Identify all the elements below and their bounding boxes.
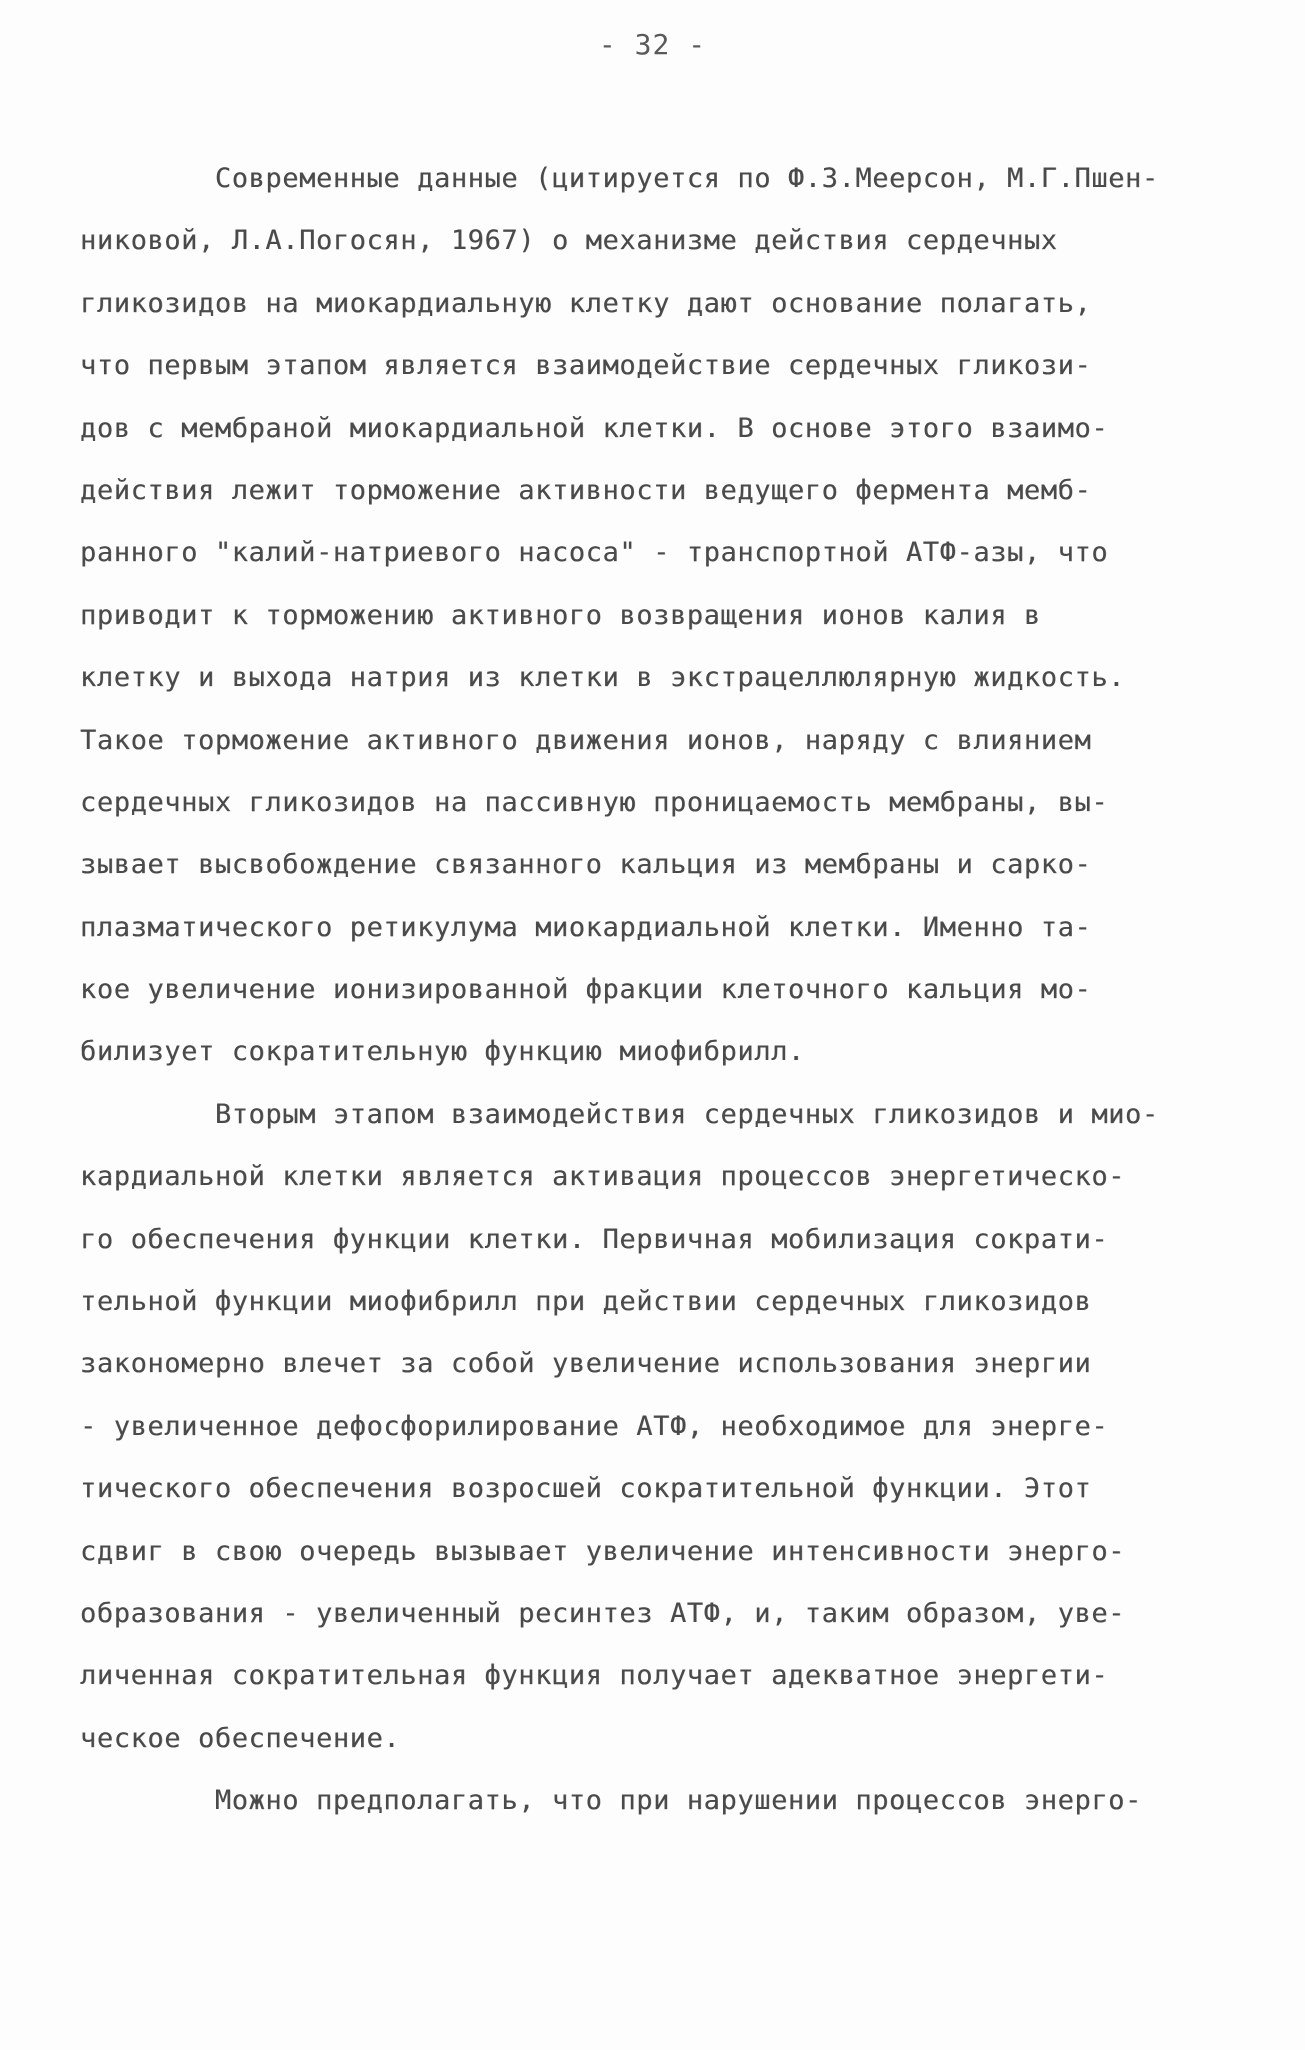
text-line: действия лежит торможение активности ведущего фермента мемб-: [80, 474, 1092, 506]
text-line: Современные данные (цитируется по Ф.З.Меерсон, М.Г.Пшен-: [80, 163, 1159, 194]
text-line: сдвиг в свою очередь вызывает увеличение интенсивности энерго-: [80, 1535, 1126, 1567]
text-line: зывает высвобождение связанного кальция из мембраны и сарко-: [80, 849, 1092, 881]
text-line: тического обеспечения возросшей сократительной функции. Этот: [80, 1473, 1092, 1505]
text-line: тельной функции миофибрилл при действии сердечных гликозидов: [80, 1286, 1092, 1318]
text-line: что первым этапом является взаимодействие сердечных гликози-: [80, 350, 1092, 382]
text-line: закономерно влечет за собой увеличение использования энергии: [80, 1348, 1092, 1380]
text-line: плазматического ретикулума миокардиальной клетки. Именно та-: [80, 911, 1092, 943]
text-line: Вторым этапом взаимодействия сердечных гликозидов и мио-: [80, 1098, 1159, 1130]
text-line: кардиальной клетки является активация процессов энергетическо-: [80, 1161, 1126, 1193]
text-line: никовой, Л.А.Погосян, 1967) о механизме действия сердечных: [80, 225, 1058, 257]
page-number: - 32 -: [598, 28, 707, 61]
text-line: гликозидов на миокардиальную клетку дают основание полагать,: [80, 287, 1092, 319]
body-text: [80, 148, 1230, 1833]
text-line: го обеспечения функции клетки. Первичная мобилизация сократи-: [80, 1223, 1109, 1255]
text-line: ческое обеспечение.: [80, 1722, 401, 1754]
text-line: клетку и выхода натрия из клетки в экстрацеллюлярную жидкость.: [80, 662, 1126, 694]
text-line: дов с мембраной миокардиальной клетки. В основе этого взаимо-: [80, 412, 1109, 444]
text-line: кое увеличение ионизированной фракции клеточного кальция мо-: [80, 974, 1092, 1006]
text-line: - увеличенное дефосфорилирование АТФ, необходимое для энерге-: [80, 1410, 1109, 1442]
text-line: билизует сократительную функцию миофибрилл.: [80, 1036, 805, 1068]
text-line: личенная сократительная функция получает адекватное энергети-: [80, 1660, 1109, 1692]
text-line: образования - увеличенный ресинтез АТФ, и, таким образом, уве-: [80, 1597, 1126, 1629]
text-line: ранного "калий-натриевого насоса" - транспортной АТФ-азы, что: [80, 537, 1109, 569]
text-line: Можно предполагать, что при нарушении процессов энерго-: [80, 1785, 1142, 1817]
text-line: Такое торможение активного движения ионов, наряду с влиянием: [80, 724, 1092, 756]
text-line: приводит к торможению активного возвращения ионов калия в: [80, 599, 1041, 631]
text-line: сердечных гликозидов на пассивную проницаемость мембраны, вы-: [80, 786, 1109, 818]
